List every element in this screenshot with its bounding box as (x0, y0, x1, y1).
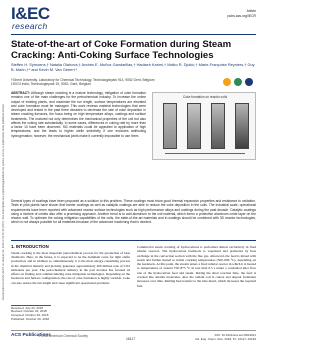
reactor-coil-image (235, 103, 249, 149)
abstract-continuation: Several types of coatings have been proposed as a solution to this problem. These coatings must show good thermal expansion properties and resistance to oxidation. Tests in pilot plants have shown that barrier coatings as well as catalytic coatings are able to reduce the coke deposition in the coils. The industrial scale, operational requirements have been reported with advanced reactor surface technologies such as high performance alloys and coatings during the past decade. Catalytic coatings using a mixture of oxides also offer a promising approach. Another trend is to add aluminum to the coil material, which forms a protective aluminum oxide layer on the reactor wall. To optimize the coking mitigation capabilities of the coils, the state-of-the-art materials and in-coatings should be combined with 3D reactor technologies, which is not always possible for all materials because of the advanced machining that is needed. (11, 199, 256, 225)
revised-date: Revised: October 26, 2018 (11, 309, 47, 314)
accepted-date: Accepted: October 29, 2018 (11, 313, 49, 318)
header-divider (11, 34, 256, 35)
reactor-coil-image (211, 103, 225, 149)
arrow-icon (165, 153, 245, 154)
supporting-info-icon[interactable] (223, 78, 231, 86)
citation-icon[interactable] (245, 78, 253, 86)
journal-header (11, 6, 256, 34)
body-paragraph: Commercial steam cracking of hydrocarbons is performed almost exclusively in fired tubular reactors. The hydrocarbon feedstock is vaporized and preheated by heat exchange in the convection section with the flue gas. Afterward, the feed is mixed with steam and further heated to initial cracking temperatures (500–680 °C), depending on the feedstock. At this point, the stream enters a fired tubular reactor in which it is heated to temperatures of around 750–875 °C in less than 0.5 s under a controlled inlet flow rate of the hydrocarbon feed and steam. During the short reaction time, the feed is cracked into smaller molecules. Also the radiant coil is coked, and deposit formation increases over time, limiting heat transfer to the tube metal, which increases the required fuel. (137, 245, 256, 288)
abstract-label: ABSTRACT: (11, 91, 30, 95)
history-dates (11, 305, 130, 325)
download-notice: Downloaded via UNIV GENT on January 31, 2019 at 12:15:19 (UTC). See https://pubs.acs.org/sharingguidelines for options on how to legitimately share published articles. (2, 103, 5, 300)
publisher-logo[interactable]: ACS Publications (11, 333, 51, 338)
published-date: Published: October 29, 2018 (11, 317, 50, 322)
doi-link[interactable]: DOI: 10.1021/acs.iecr.8b03221 (214, 333, 256, 337)
copyright: © 2018 American Chemical Society (38, 334, 89, 338)
journal-citation: Ind. Eng. Chem. Res. 2018, 57, 16117−16136 (194, 337, 256, 341)
toc-graphic (152, 92, 256, 160)
footer-divider (11, 330, 256, 331)
section-heading: 1. INTRODUCTION (11, 245, 49, 249)
received-date: Received: July 23, 2018 (11, 305, 44, 310)
journal-logo[interactable]: I&EC (11, 4, 50, 23)
page-number: 16117 (126, 337, 136, 341)
section-divider (11, 240, 256, 241)
article-badges (215, 78, 255, 86)
open-access-icon[interactable] (234, 78, 242, 86)
figure-caption: Coke formation on reactor coils (182, 95, 228, 99)
affiliations: †Ghent University, Laboratory for Chemical Technology, Technologiepark 914, 9052 Gent, Belgium ‡SVGI India, Technologiepark 19, 9052, Gent, Belgium (11, 78, 155, 87)
journal-logo-subtitle: research (12, 21, 48, 31)
article-type: Article (246, 9, 256, 13)
citation-info (195, 333, 256, 341)
article-title: State-of-the-art of Coke Formation during Steam Cracking: Anti-Coking Surface Technologies (11, 39, 232, 61)
reactor-coil-image (163, 103, 177, 149)
body-paragraph: Steam cracking is the most important petrochemical process for the production of base chemicals. Here, in the future, it is expected to be the dominant route for light olefin production, and in addition to, simultaneously, it is the most energy-consuming process in the chemical industry and globally generates approximately 200 million tons of CO2 emissions per year. The petrochemical industry in the past decades has focused its efforts on finding and commercializing coke mitigation technologies. Depending on the feedstock and furnace configuration, the rate of coke formation is highly variable. Coke can also reduce the run length and cause significant operational problems. (11, 250, 130, 285)
journal-meta (228, 9, 256, 18)
body-column-right (137, 245, 256, 327)
reactor-coil-image (187, 103, 201, 149)
author-list[interactable]: Steffen H. Symoens,† Natalia Olahova,† Andrés E. Muñoz Gandarillas,† Hadiseh Karimi,† Malko R. Djokic,† Marie-Françoise Reyniers,† Guy B. Marin,†* and Kevin M. Van Geem†* (11, 62, 255, 72)
abstract (11, 91, 146, 197)
journal-url[interactable]: pubs.acs.org/IECR (227, 13, 256, 18)
abstract-text: Although steam cracking is a mature technology, mitigation of coke formation remains one of the main challenges for the petrochemical industry. To increase the online output of existing plants, and maximize the run length, surface temperatures are elevated and coke formation must be managed. This work reviews material technologies that were developed and tested in the past three decades to decrease the rate of coke deposition in steam cracking furnaces, the focus being on high temperature alloys, coatings and surface treatments. The matured not only determines the mechanical properties of the coil but also affects the coking rate substantially. In some cases, differences in coking rate by more than a factor 10 have been observed. SiC materials could be appealed to application of high temperatures, and the leads to higher olefin selectivity if one excludes antifouling hydrogenation; however, the mechanical joints make it currently impossible to use them. (11, 91, 146, 138)
